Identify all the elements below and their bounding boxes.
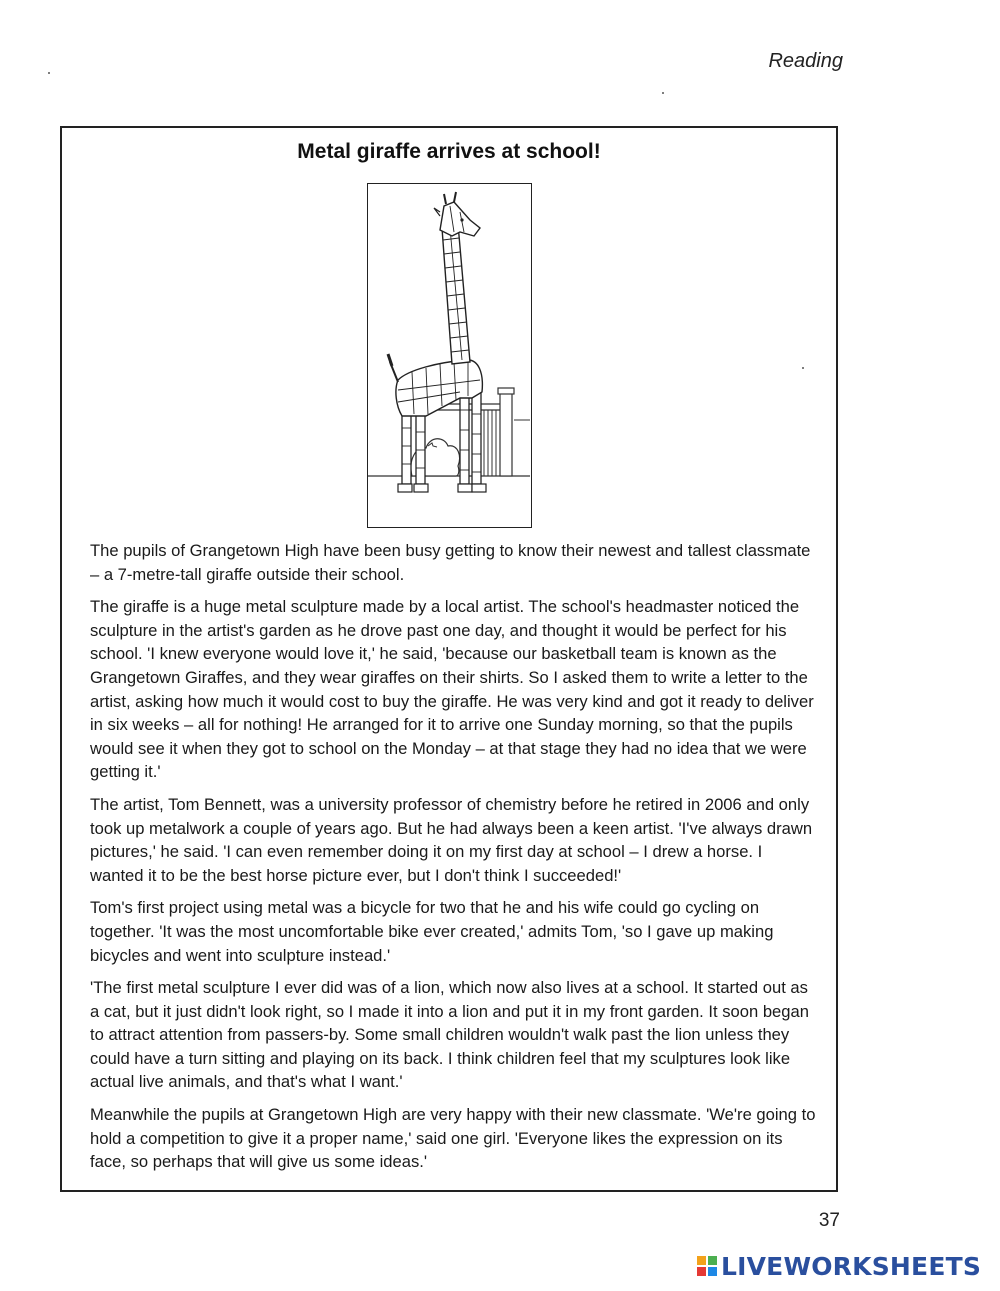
- scan-speck: [802, 367, 804, 369]
- scan-speck: [48, 72, 50, 74]
- article-paragraph-6: Meanwhile the pupils at Grangetown High are very happy with their new classmate. 'We're going to hold a competition to give it a proper name,' said one girl. 'Everyone likes the expression on its face, so perhaps that will give us some ideas.': [90, 1105, 816, 1172]
- watermark-text: LIVEWORKSHEETS: [721, 1251, 982, 1281]
- article-paragraph-4: Tom's first project using metal was a bicycle for two that he and his wife could go cycling on together. 'It was the most uncomfortable bike ever created,' admits Tom, 'so I gave up making bicycles and went into sculpture instead.': [90, 898, 774, 965]
- article-paragraph-2: The giraffe is a huge metal sculpture made by a local artist. The school's headmaster noticed the sculpture in the artist's garden as he drove past one day, and thought it would be perfect for his school. 'I knew everyone would love it,' he said, 'because our basketball team is known as the Grangetown Giraffes, and they wear giraffes on their shirts. So I asked them to write a letter to the artist, asking how much it would cost to buy the giraffe. He was very kind and got it ready to deliver in six weeks – all for nothing! He arranged for it to arrive one Sunday morning, so that the pupils would see it when they got to school on the Monday – at that stage they had no idea that we were getting it.': [90, 597, 814, 782]
- article-frame: [60, 126, 838, 1192]
- article-paragraph-3: The artist, Tom Bennett, was a university professor of chemistry before he retired in 2006 and only took up metalwork a couple of years ago. But he had always been a keen artist. 'I've always drawn pictures,' he said. 'I can even remember doing it on my first day at school – I drew a horse. I wanted it to be the best horse picture ever, but I don't think I succeeded!': [90, 794, 813, 885]
- article-body: [90, 539, 820, 1183]
- scan-speck: [662, 92, 664, 94]
- article-paragraph-5: 'The first metal sculpture I ever did was of a lion, which now also lives at a school. It started out as a cat, but it just didn't look right, so I made it into a lion and put it in my front garden. It soon began to attract attention from passers-by. Some small children wouldn't walk past the lion unless they could have a turn sitting and playing on its back. I think children feel that my sculptures look like actual live animals, and that's what I want.': [90, 978, 809, 1092]
- section-label: Reading: [768, 50, 843, 72]
- article-paragraph-1: The pupils of Grangetown High have been busy getting to know their newest and tallest classmate – a 7-metre-tall giraffe outside their school.: [90, 541, 811, 584]
- liveworksheets-watermark[interactable]: [697, 1250, 981, 1282]
- page-number: 37: [818, 1210, 840, 1231]
- giraffe-illustration: [367, 183, 532, 528]
- article-title: Metal giraffe arrives at school!: [297, 140, 601, 163]
- giraffe-drawing: [368, 184, 530, 526]
- liveworksheets-logo-icon: [697, 1256, 717, 1276]
